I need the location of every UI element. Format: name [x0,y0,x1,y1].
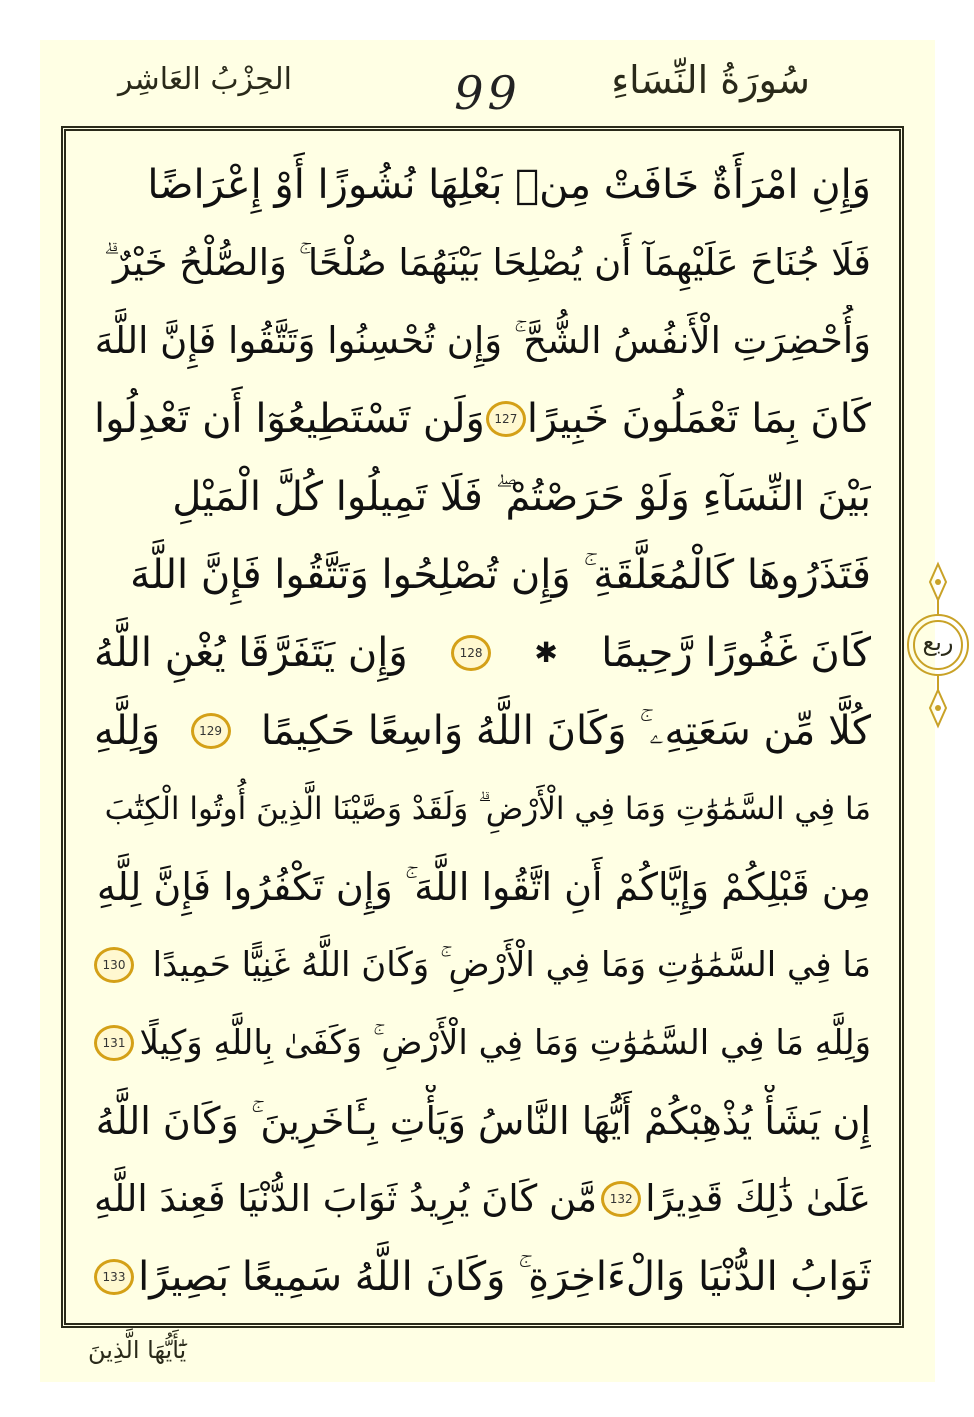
verse-line [94,929,871,1001]
verse-text: ثَوَابُ الدُّنْيَا وَالْءَاخِرَةِ ۚ وَكَانَ اللَّهُ سَمِيعًا بَصِيرًا [138,1254,871,1300]
verse-line [94,695,871,767]
mushaf-page [40,40,935,1382]
verse-text: وَإِن يَتَفَرَّقَا يُغْنِ اللَّهُ [94,630,408,676]
rub-label: ربع [922,628,954,656]
verse-line [94,149,871,221]
verse-text: كُلًّا مِّن سَعَتِهِۦ ۚ وَكَانَ اللَّهُ وَاسِعًا حَكِيمًا [260,708,871,754]
verse-line [94,1163,871,1235]
verse-text: كَانَ بِمَا تَعْمَلُونَ خَبِيرًا [526,396,871,442]
ayah-number-marker: 130 [94,947,134,983]
verse-text: وَلِلَّهِ [94,708,161,754]
verse-text: وَإِنِ امْرَأَةٌ خَافَتْ مِنۢ بَعْلِهَا نُشُوزًا أَوْ إِعْرَاضًا [147,162,871,208]
verse-text: وَلَن تَسْتَطِيعُوٓا أَن تَعْدِلُوا [94,396,485,442]
verse-line [94,461,871,533]
verse-text: عَلَىٰ ذَٰلِكَ قَدِيرًا [645,1177,871,1220]
ayah-number-marker: 129 [191,713,231,749]
verse-text: مَا فِي السَّمَٰوَٰتِ وَمَا فِي الْأَرْضِ ۗ وَلَقَدْ وَصَّيْنَا الَّذِينَ أُوتُوا الْكِتَٰبَ [104,791,871,827]
verse-line [94,1007,871,1079]
verse-text: مَّن كَانَ يُرِيدُ ثَوَابَ الدُّنْيَا فَعِندَ اللَّهِ [94,1177,598,1220]
verse-line [94,851,871,923]
ayah-number-marker: 128 [451,635,491,671]
verse-text: مِن قَبْلِكُمْ وَإِيَّاكُمْ أَنِ اتَّقُوا اللَّهَ ۚ وَإِن تَكْفُرُوا فَإِنَّ لِلَّهِ [96,865,871,909]
verse-text: وَلِلَّهِ مَا فِي السَّمَٰوَٰتِ وَمَا فِي الْأَرْضِ ۚ وَكَفَىٰ بِاللَّهِ وَكِيلًا [139,1023,871,1063]
ayah-number-marker: 132 [601,1181,641,1217]
verse-line [94,773,871,845]
verse-lines [94,149,871,1313]
verse-line [94,1085,871,1157]
verse-text: كَانَ غَفُورًا رَّحِيمًا [601,630,871,676]
ayah-number-marker: 131 [94,1025,134,1061]
catchword: يَٰٓأَيُّهَا الَّذِينَ [88,1336,187,1364]
verse-line [94,383,871,455]
page-header [40,40,935,126]
hizb-star-icon: ✱ [534,636,558,669]
surah-name: سُورَةُ النِّسَاءِ [611,58,810,102]
ayah-number-marker: 133 [94,1259,134,1295]
verse-text: إِن يَشَأْ يُذْهِبْكُمْ أَيُّهَا النَّاسُ وَيَأْتِ بِـَٔاخَرِينَ ۚ وَكَانَ اللَّهُ [95,1099,871,1143]
verse-line [94,617,871,689]
verse-text: فَتَذَرُوهَا كَالْمُعَلَّقَةِ ۚ وَإِن تُصْلِحُوا وَتَتَّقُوا فَإِنَّ اللَّهَ [130,552,871,598]
hizb-name: الحِزْبُ العَاشِر [118,62,292,97]
verse-line [94,227,871,299]
ayah-number-marker: 127 [486,401,526,437]
page-number: 99 [454,66,521,120]
verse-line [94,305,871,377]
text-frame [61,126,904,1328]
verse-text: فَلَا جُنَاحَ عَلَيْهِمَآ أَن يُصْلِحَا بَيْنَهُمَا صُلْحًا ۚ وَالصُّلْحُ خَيْرٌ ۗ [103,241,871,284]
rub-marker [902,560,974,730]
verse-text: مَا فِي السَّمَٰوَٰتِ وَمَا فِي الْأَرْضِ ۚ وَكَانَ اللَّهُ غَنِيًّا حَمِيدًا [152,945,871,985]
verse-line [94,539,871,611]
verse-text: بَيْنَ النِّسَآءِ وَلَوْ حَرَصْتُمْ ۖ فَلَا تَمِيلُوا كُلَّ الْمَيْلِ [172,474,871,520]
verse-line [94,1241,871,1313]
verse-text: وَأُحْضِرَتِ الْأَنفُسُ الشُّحَّ ۚ وَإِن تُحْسِنُوا وَتَتَّقُوا فَإِنَّ اللَّهَ [94,319,871,362]
